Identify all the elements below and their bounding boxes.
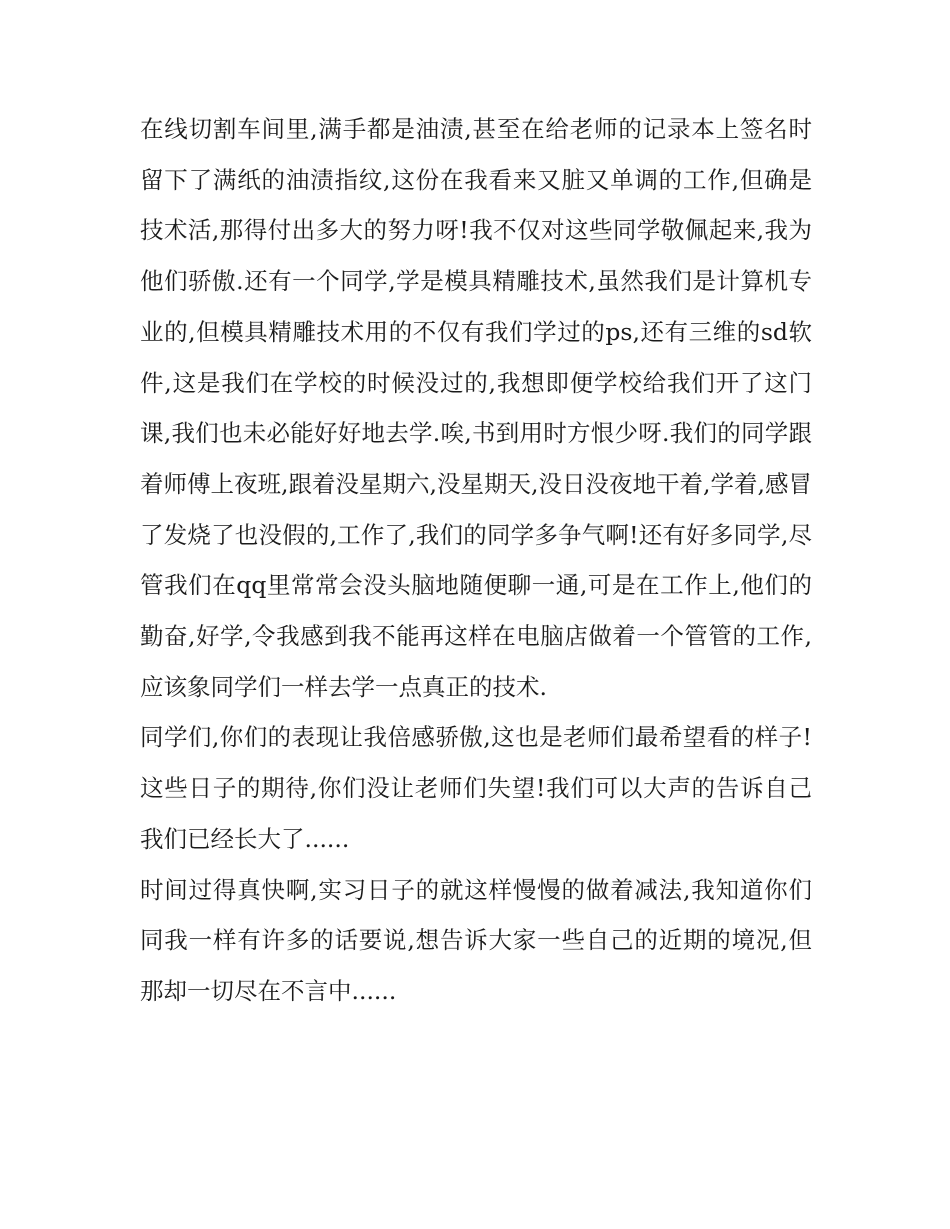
- paragraph-internship-peers: 在线切割车间里,满手都是油渍,甚至在给老师的记录本上签名时留下了满纸的油渍指纹,这份在我看来又脏又单调的工作,但确是技术活,那得付出多大的努力呀!我不仅对这些同学敬佩起来,我为他们骄傲.还有一个同学,学是模具精雕技术,虽然我们是计算机专业的,但模具精雕技术用的不仅有我们学过的ps,还有三维的sd软件,这是我们在学校的时候没过的,我想即便学校给我们开了这门课,我们也未必能好好地去学.唉,书到用时方恨少呀.我们的同学跟着师傅上夜班,跟着没星期六,没星期天,没日没夜地干着,学着,感冒了发烧了也没假的,工作了,我们的同学多争气啊!还有好多同学,尽管我们在qq里常常会没头脑地随便聊一通,可是在工作上,他们的勤奋,好学,令我感到我不能再这样在电脑店做着一个管管的工作,应该象同学们一样去学一点真正的技术.: [140, 115, 812, 701]
- paragraph-time-passing: 时间过得真快啊,实习日子的就这样慢慢的做着减法,我知道你们同我一样有许多的话要说,想告诉大家一些自己的近期的境况,但那却一切尽在不言中......: [140, 875, 812, 1005]
- document-body: [140, 104, 812, 1017]
- paragraph-pride: 同学们,你们的表现让我倍感骄傲,这也是老师们最希望看的样子!这些日子的期待,你们没让老师们失望!我们可以大声的告诉自己我们已经长大了......: [140, 723, 812, 853]
